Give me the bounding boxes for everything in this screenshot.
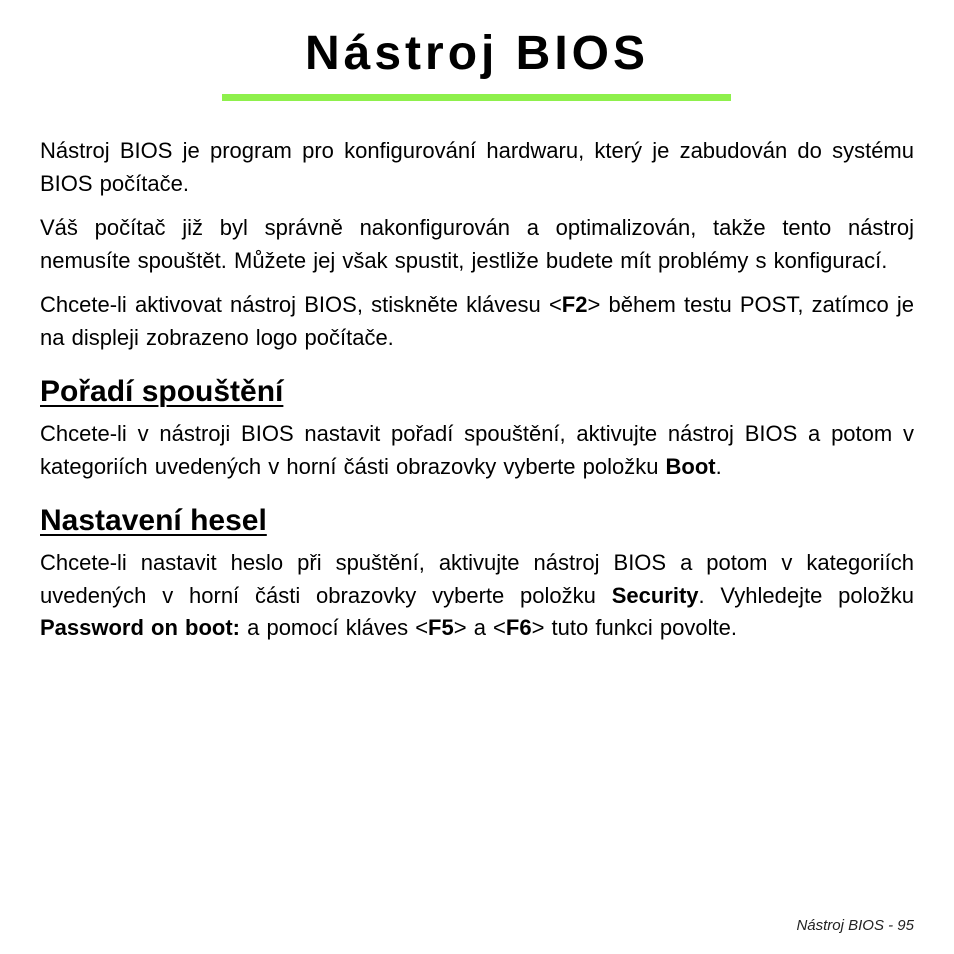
- password-text-2: . Vyhledejte položku: [698, 582, 914, 608]
- password-text-1: Chcete-li nastavit heslo při spuštění, aktivujte nástroj BIOS a potom v kategoriích uvedených v horní části obrazovky vyberte položku: [40, 550, 914, 608]
- boot-order-paragraph: [40, 418, 914, 483]
- password-heading: Nastavení hesel: [40, 504, 267, 537]
- boot-item: Boot: [665, 453, 716, 479]
- main-content: [40, 135, 914, 657]
- intro-paragraph-2: Váš počítač již byl správně nakonfigurován a optimalizován, takže tento nástroj nemusíte spouštět. Můžete jej však spustit, jestliže budete mít problémy s konfigurací.: [40, 215, 914, 273]
- boot-text-after: .: [715, 453, 722, 479]
- key-f5: F5: [428, 615, 454, 640]
- boot-order-heading: Pořadí spouštění: [40, 375, 284, 408]
- security-item: Security: [611, 582, 699, 608]
- password-text-4: > a <: [453, 615, 506, 640]
- password-on-boot-item: Password on boot:: [40, 615, 240, 640]
- title-underline: [222, 94, 731, 101]
- boot-text-before: Chcete-li v nástroji BIOS nastavit pořadí spouštění, aktivujte nástroj BIOS a potom v kategoriích uvedených v horní části obrazovky vyberte položku: [40, 421, 914, 479]
- intro-paragraph-3: [40, 289, 914, 354]
- intro-paragraph-1: Nástroj BIOS je program pro konfigurování hardwaru, který je zabudován do systému BIOS počítače.: [40, 138, 914, 196]
- intro-p3-text-after: > během testu POST, zatímco je na displeji zobrazeno logo počítače.: [40, 292, 914, 350]
- password-text-3: a pomocí kláves <: [240, 615, 429, 640]
- password-paragraph: [40, 547, 914, 645]
- password-text-5: > tuto funkci povolte.: [531, 615, 737, 640]
- intro-p3-text-before: Chcete-li aktivovat nástroj BIOS, stiskněte klávesu <: [40, 292, 562, 317]
- page-footer: Nástroj BIOS - 95: [796, 917, 914, 934]
- key-f6: F6: [505, 615, 532, 640]
- key-f2: F2: [561, 292, 588, 317]
- page-title: Nástroj BIOS: [304, 27, 650, 80]
